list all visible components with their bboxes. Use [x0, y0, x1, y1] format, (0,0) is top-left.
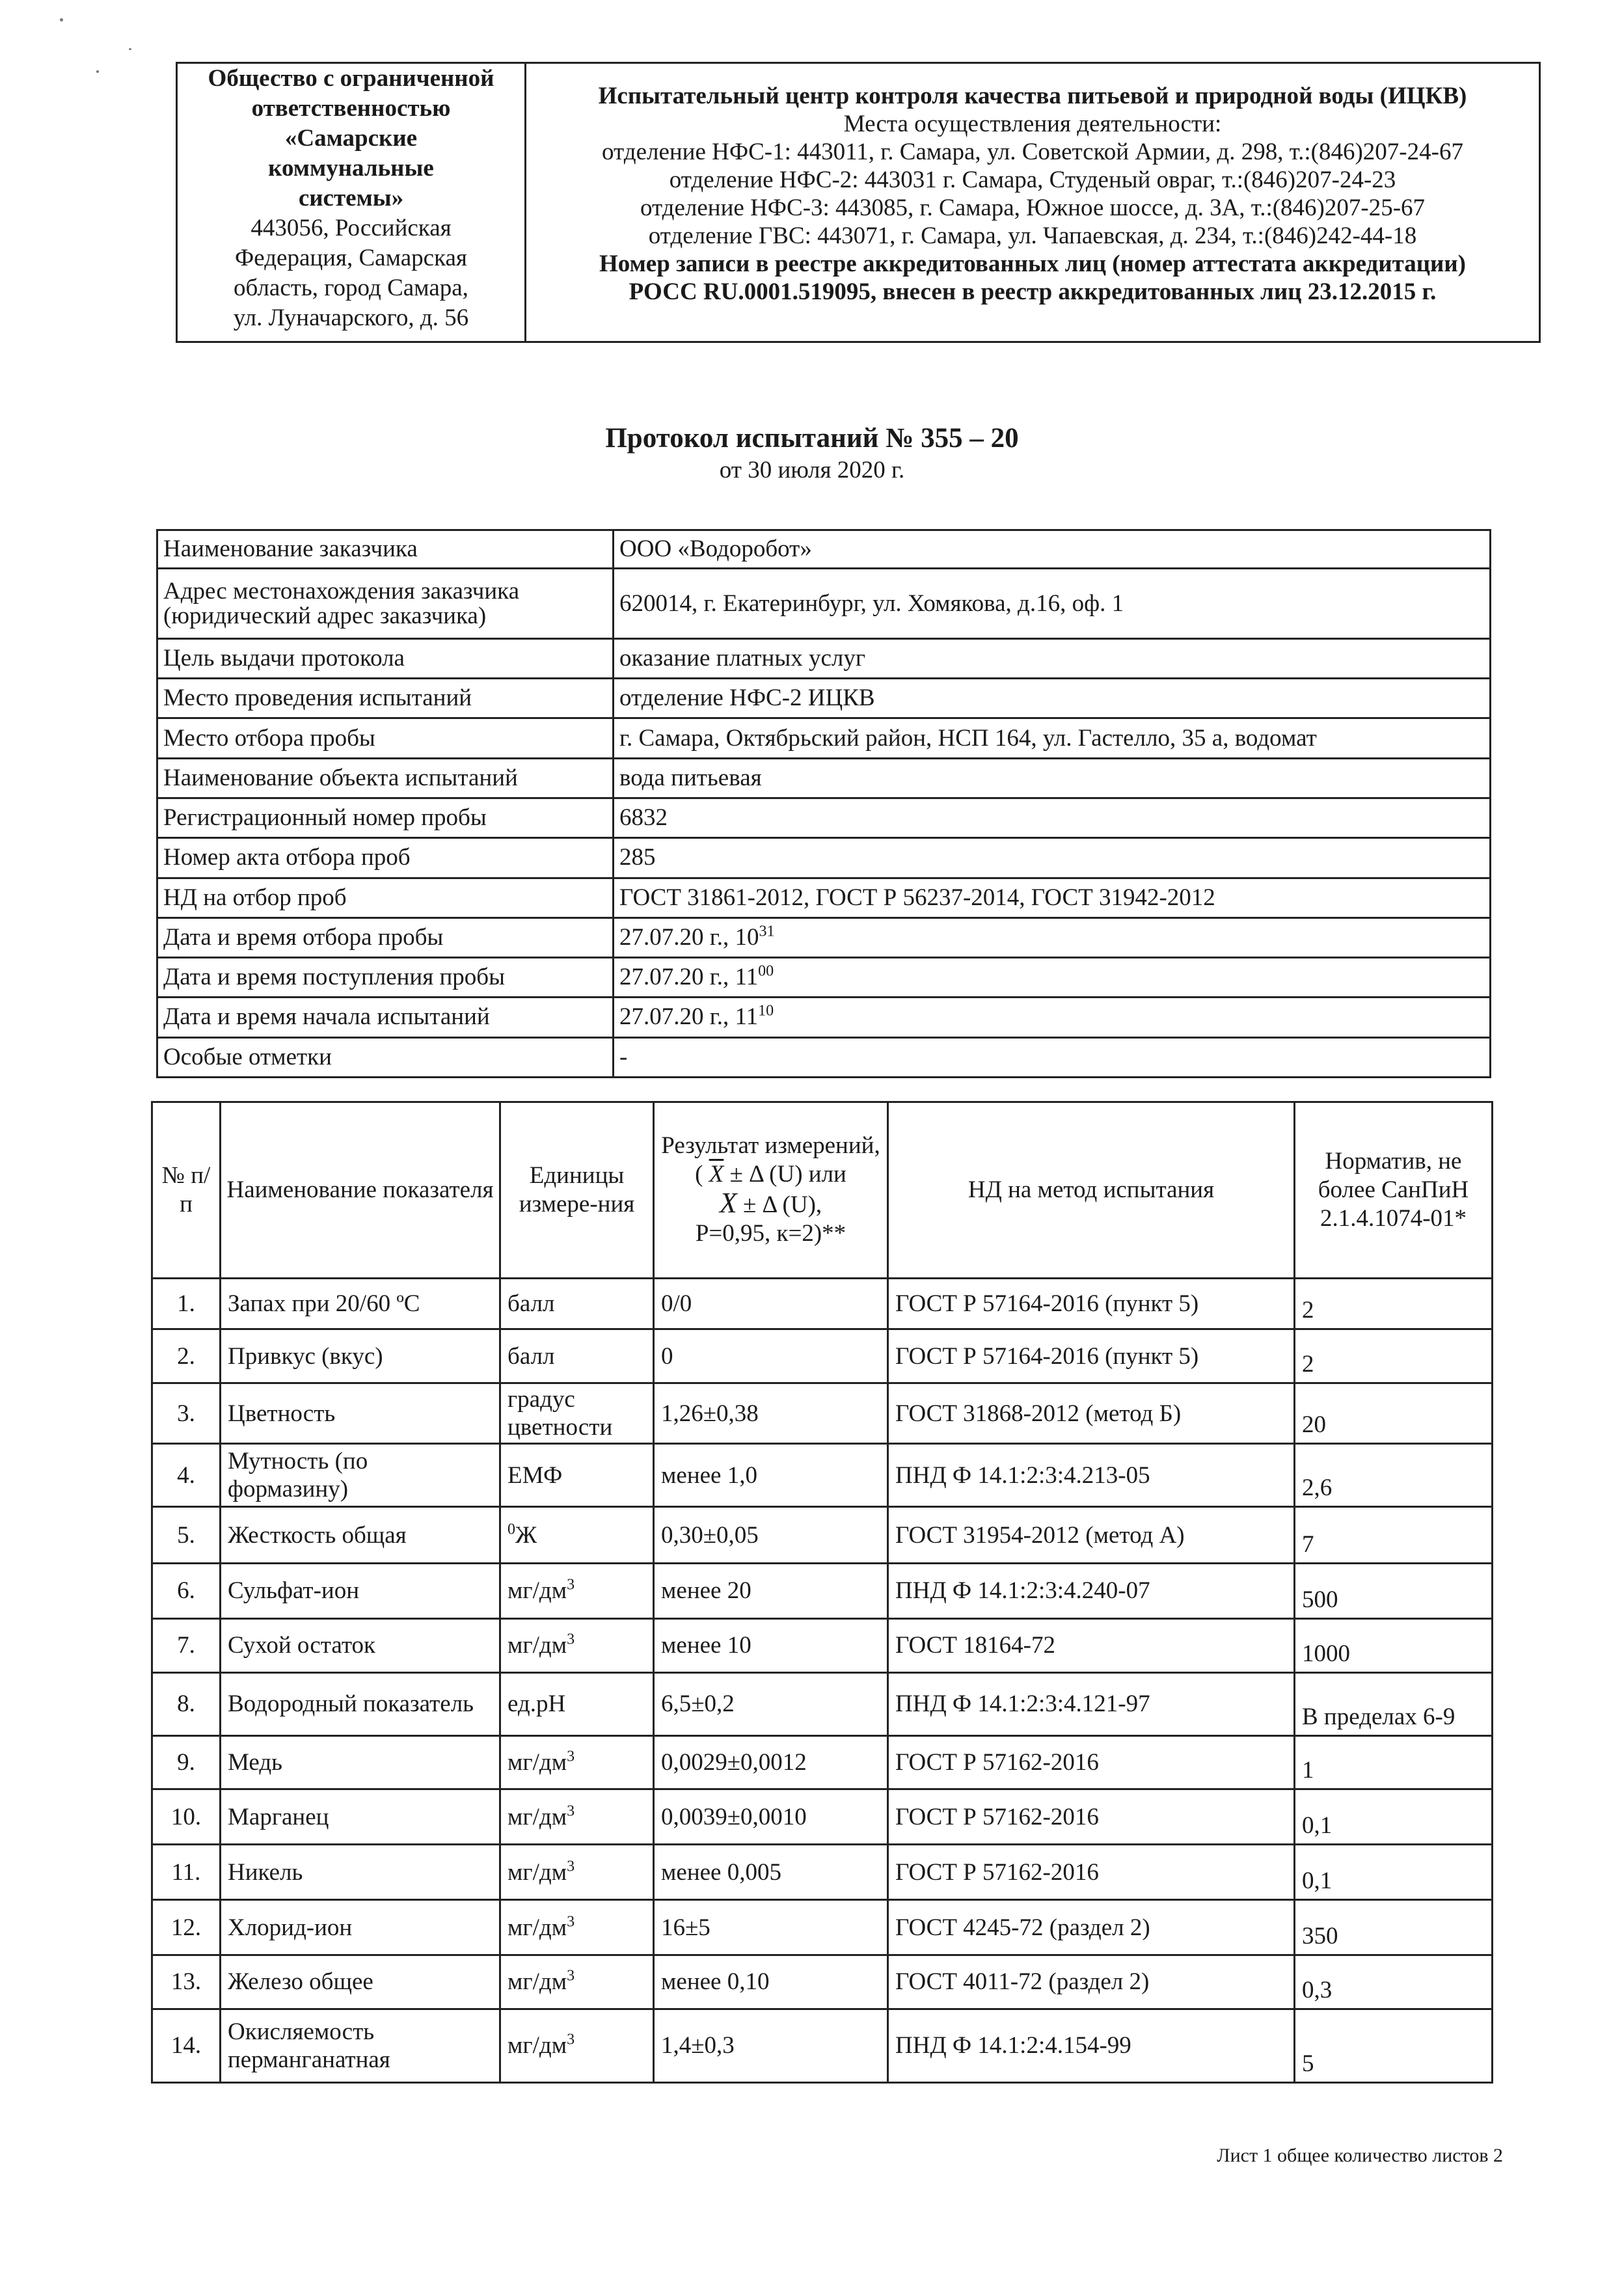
branch-line: отделение ГВС: 443071, г. Самара, ул. Чапаевская, д. 234, т.:(846)242-44-18 [648, 223, 1417, 249]
table-row [152, 1735, 1493, 1789]
row-number: 2. [152, 1329, 221, 1383]
indicator-name: Марганец [221, 1789, 500, 1845]
indicator-norm: 2 [1295, 1329, 1493, 1383]
table-row [152, 1278, 1493, 1329]
info-value: 27.07.20 г., $11^{00}$ [614, 958, 1491, 998]
accreditation-line: Номер записи в реестре аккредитованных лиц (номер аттестата аккредитации) [599, 251, 1466, 277]
row-number: 13. [152, 1955, 221, 2009]
indicator-result: 0,0029±0,0012 [654, 1735, 888, 1789]
indicator-method: ГОСТ 4245-72 (раздел 2) [888, 1900, 1295, 1955]
indicator-unit: балл [500, 1329, 654, 1383]
sample-info-table [156, 529, 1491, 1078]
indicator-norm: 2 [1295, 1278, 1493, 1329]
indicator-norm: 0,1 [1295, 1789, 1493, 1845]
organization-address: 443056, Российская Федерация, Самарская область, город Самара, ул. Луначарского, д. 56 [233, 215, 469, 331]
indicator-name: Привкус (вкус) [221, 1329, 500, 1383]
info-row [157, 758, 1491, 798]
indicator-norm: 500 [1295, 1564, 1493, 1619]
info-label: Номер акта отбора проб [157, 838, 614, 878]
indicator-unit: $мг/дм^3$ [500, 1564, 654, 1619]
indicator-result: менее 0,10 [654, 1955, 888, 2009]
row-number: 12. [152, 1900, 221, 1955]
indicator-result: менее 0,005 [654, 1845, 888, 1900]
accreditation-line: РОСС RU.0001.519095, внесен в реестр аккредитованных лиц 23.12.2015 г. [629, 278, 1437, 305]
indicator-method: ПНД Ф 14.1:2:3:4.121-97 [888, 1672, 1295, 1735]
info-label: Дата и время поступления пробы [157, 958, 614, 998]
branch-line: отделение НФС-2: 443031 г. Самара, Студеный овраг, т.:(846)207-24-23 [669, 167, 1396, 193]
indicator-name: Сульфат-ион [221, 1564, 500, 1619]
column-header-number: № п/п [152, 1102, 221, 1279]
indicator-unit: балл [500, 1278, 654, 1329]
indicator-result: 0/0 [654, 1278, 888, 1329]
indicator-norm: 1000 [1295, 1618, 1493, 1672]
info-row [157, 679, 1491, 718]
indicator-norm: 5 [1295, 2009, 1493, 2082]
indicator-method: ГОСТ Р 57164-2016 (пункт 5) [888, 1329, 1295, 1383]
table-row [152, 1845, 1493, 1900]
info-row [157, 718, 1491, 758]
info-value: отделение НФС-2 ИЦКВ [614, 679, 1491, 718]
indicator-name: Хлорид-ион [221, 1900, 500, 1955]
info-value: 27.07.20 г., $11^{10}$ [614, 998, 1491, 1037]
column-header-method: НД на метод испытания [888, 1102, 1295, 1279]
info-label: Адрес местонахождения заказчика (юридический адрес заказчика) [157, 569, 614, 639]
indicator-method: ГОСТ Р 57164-2016 (пункт 5) [888, 1278, 1295, 1329]
indicator-result: менее 1,0 [654, 1444, 888, 1507]
indicator-method: ПНД Ф 14.1:2:4.154-99 [888, 2009, 1295, 2082]
info-row [157, 917, 1491, 957]
column-header-name: Наименование показателя [221, 1102, 500, 1279]
info-row [157, 838, 1491, 878]
row-number: 4. [152, 1444, 221, 1507]
info-label: Дата и время начала испытаний [157, 998, 614, 1037]
info-label: Регистрационный номер пробы [157, 798, 614, 837]
organization-cell [177, 63, 526, 342]
indicator-name: Железо общее [221, 1955, 500, 2009]
indicator-norm: 0,1 [1295, 1845, 1493, 1900]
indicator-result: 1,4±0,3 [654, 2009, 888, 2082]
info-row [157, 530, 1491, 569]
info-value: 27.07.20 г., $10^{31}$ [614, 917, 1491, 957]
info-label: Цель выдачи протокола [157, 638, 614, 678]
table-row [152, 1618, 1493, 1672]
indicator-name: Медь [221, 1735, 500, 1789]
indicator-result: менее 20 [654, 1564, 888, 1619]
indicator-norm: В пределах 6-9 [1295, 1672, 1493, 1735]
row-number: 1. [152, 1278, 221, 1329]
laboratory-cell [526, 63, 1540, 342]
info-label: НД на отбор проб [157, 878, 614, 917]
table-row [152, 1564, 1493, 1619]
page-counter: Лист 1 общее количество листов 2 [1217, 2145, 1503, 2166]
info-value: ООО «Водоробот» [614, 530, 1491, 569]
table-row [152, 1900, 1493, 1955]
indicator-unit: $^0$Ж [500, 1507, 654, 1564]
info-row [157, 1037, 1491, 1077]
info-label: Наименование заказчика [157, 530, 614, 569]
info-value: 620014, г. Екатеринбург, ул. Хомякова, д.16, оф. 1 [614, 569, 1491, 639]
column-header-result: Результат измерений, ( $\overline{X} \pm \Delta$ (U) или X ± Δ (U), Р=0,95, к=2)** [654, 1102, 888, 1279]
organization-name: Общество с ограниченной ответственностью «Самарские коммунальные системы» [208, 65, 494, 211]
info-label: Особые отметки [157, 1037, 614, 1077]
row-number: 14. [152, 2009, 221, 2082]
info-label: Дата и время отбора пробы [157, 917, 614, 957]
row-number: 3. [152, 1383, 221, 1444]
indicator-norm: 2,6 [1295, 1444, 1493, 1507]
indicator-norm: 7 [1295, 1507, 1493, 1564]
info-value: г. Самара, Октябрьский район, НСП 164, ул. Гастелло, 35 а, водомат [614, 718, 1491, 758]
row-number: 9. [152, 1735, 221, 1789]
indicator-result: 0 [654, 1329, 888, 1383]
row-number: 5. [152, 1507, 221, 1564]
indicator-method: ГОСТ 31954-2012 (метод А) [888, 1507, 1295, 1564]
laboratory-name: Испытательный центр контроля качества питьевой и природной воды (ИЦКВ) [598, 83, 1467, 109]
indicator-method: ГОСТ Р 57162-2016 [888, 1845, 1295, 1900]
protocol-title: Протокол испытаний № 355 – 20 [605, 423, 1019, 454]
indicator-result: 6,5±0,2 [654, 1672, 888, 1735]
indicator-method: ПНД Ф 14.1:2:3:4.240-07 [888, 1564, 1295, 1619]
indicator-unit: ед.рН [500, 1672, 654, 1735]
table-row [152, 1789, 1493, 1845]
table-row [152, 1383, 1493, 1444]
indicator-unit: градус цветности [500, 1383, 654, 1444]
indicator-norm: 20 [1295, 1383, 1493, 1444]
branch-line: отделение НФС-3: 443085, г. Самара, Южное шоссе, д. 3А, т.:(846)207-25-67 [640, 195, 1426, 221]
indicator-result: менее 10 [654, 1618, 888, 1672]
table-row [152, 1444, 1493, 1507]
indicator-unit: ЕМФ [500, 1444, 654, 1507]
column-header-unit: Единицы измере-ния [500, 1102, 654, 1279]
table-row [152, 1329, 1493, 1383]
info-value: ГОСТ 31861-2012, ГОСТ Р 56237-2014, ГОСТ 31942-2012 [614, 878, 1491, 917]
indicator-method: ПНД Ф 14.1:2:3:4.213-05 [888, 1444, 1295, 1507]
info-value: оказание платных услуг [614, 638, 1491, 678]
indicator-unit: $мг/дм^3$ [500, 1618, 654, 1672]
indicator-result: 0,30±0,05 [654, 1507, 888, 1564]
header-table [176, 62, 1541, 343]
info-row [157, 998, 1491, 1037]
indicator-method: ГОСТ 18164-72 [888, 1618, 1295, 1672]
indicator-norm: 0,3 [1295, 1955, 1493, 2009]
results-header-row [152, 1102, 1493, 1279]
info-label: Место отбора пробы [157, 718, 614, 758]
info-value: вода питьевая [614, 758, 1491, 798]
info-label: Наименование объекта испытаний [157, 758, 614, 798]
indicator-method: ГОСТ 31868-2012 (метод Б) [888, 1383, 1295, 1444]
branch-line: отделение НФС-1: 443011, г. Самара, ул. Советской Армии, д. 298, т.:(846)207-24-67 [602, 139, 1463, 165]
indicator-unit: $мг/дм^3$ [500, 2009, 654, 2082]
scan-speck [96, 70, 99, 73]
info-row [157, 569, 1491, 639]
table-row [152, 1955, 1493, 2009]
row-number: 8. [152, 1672, 221, 1735]
info-label: Место проведения испытаний [157, 679, 614, 718]
indicator-method: ГОСТ Р 57162-2016 [888, 1789, 1295, 1845]
scan-speck [60, 18, 63, 21]
row-number: 7. [152, 1618, 221, 1672]
indicator-norm: 350 [1295, 1900, 1493, 1955]
indicator-result: 1,26±0,38 [654, 1383, 888, 1444]
info-row [157, 958, 1491, 998]
indicator-norm: 1 [1295, 1735, 1493, 1789]
indicator-name: Окисляемость перманганатная [221, 2009, 500, 2082]
row-number: 10. [152, 1789, 221, 1845]
protocol-date: от 30 июля 2020 г. [719, 457, 905, 483]
info-value: - [614, 1037, 1491, 1077]
indicator-method: ГОСТ Р 57162-2016 [888, 1735, 1295, 1789]
places-title: Места осуществления деятельности: [843, 111, 1222, 137]
info-row [157, 798, 1491, 837]
indicator-name: Никель [221, 1845, 500, 1900]
table-row [152, 1672, 1493, 1735]
indicator-name: Цветность [221, 1383, 500, 1444]
indicator-name: Водородный показатель [221, 1672, 500, 1735]
info-row [157, 638, 1491, 678]
scan-speck [129, 48, 131, 50]
indicator-name: Сухой остаток [221, 1618, 500, 1672]
indicator-name: Мутность (по формазину) [221, 1444, 500, 1507]
info-value: 6832 [614, 798, 1491, 837]
column-header-norm: Норматив, не более СанПиН 2.1.4.1074-01* [1295, 1102, 1493, 1279]
indicator-method: ГОСТ 4011-72 (раздел 2) [888, 1955, 1295, 2009]
indicator-unit: $мг/дм^3$ [500, 1955, 654, 2009]
indicator-unit: $мг/дм^3$ [500, 1735, 654, 1789]
indicator-name: Жесткость общая [221, 1507, 500, 1564]
indicator-result: 16±5 [654, 1900, 888, 1955]
row-number: 6. [152, 1564, 221, 1619]
results-table [151, 1101, 1493, 2084]
indicator-unit: $мг/дм^3$ [500, 1789, 654, 1845]
info-row [157, 878, 1491, 917]
indicator-result: 0,0039±0,0010 [654, 1789, 888, 1845]
info-value: 285 [614, 838, 1491, 878]
row-number: 11. [152, 1845, 221, 1900]
indicator-unit: $мг/дм^3$ [500, 1845, 654, 1900]
indicator-name: Запах при 20/60 ºС [221, 1278, 500, 1329]
table-row [152, 1507, 1493, 1564]
indicator-unit: $мг/дм^3$ [500, 1900, 654, 1955]
table-row [152, 2009, 1493, 2082]
